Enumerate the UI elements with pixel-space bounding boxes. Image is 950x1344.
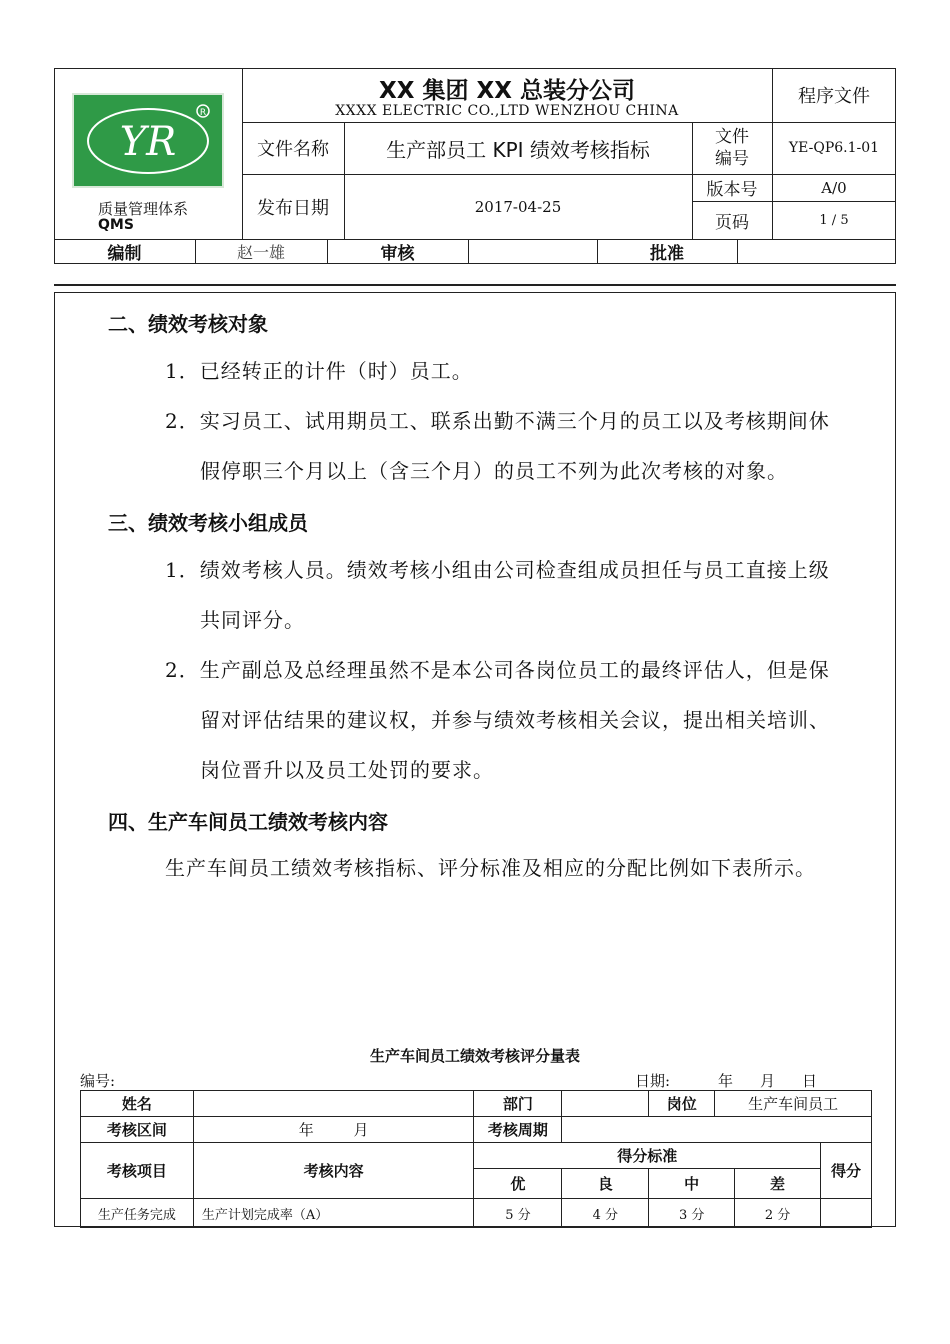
approved-by-label: 批准 <box>650 244 684 264</box>
row-score-average: 3 分 <box>649 1199 735 1228</box>
row-score-poor: 2 分 <box>735 1199 821 1228</box>
logo-script-mark <box>83 101 213 181</box>
file-number-label <box>692 122 772 174</box>
file-number-value: YE-QP6.1-01 <box>788 140 880 156</box>
form-date-year: 年 <box>718 1072 734 1090</box>
cycle-label: 考核周期 <box>474 1117 562 1143</box>
release-date-label: 发布日期 <box>257 197 329 219</box>
table-row <box>81 1199 872 1228</box>
version-value: A/0 <box>821 178 847 197</box>
company-logo <box>72 93 224 188</box>
content-header: 考核内容 <box>193 1143 474 1199</box>
cycle-field[interactable] <box>562 1117 872 1143</box>
qms-label-cn: 质量管理体系 <box>98 200 189 218</box>
version-label: 版本号 <box>706 180 758 200</box>
section-4-title: 四、生产车间员工绩效考核内容 <box>108 810 388 834</box>
section-3-item-2-line-1: 2．生产副总及总经理虽然不是本公司各岗位员工的最终评估人，但是保 <box>165 658 830 682</box>
position-label: 岗位 <box>649 1091 715 1117</box>
prepared-by-label: 编制 <box>107 244 142 264</box>
department-field[interactable] <box>562 1091 649 1117</box>
section-2-title: 二、绩效考核对象 <box>108 312 268 336</box>
standard-header: 得分标准 <box>474 1143 821 1169</box>
svg-text:YR: YR <box>119 118 177 165</box>
reviewed-by-value <box>468 239 597 264</box>
prepared-by-value: 赵一雄 <box>236 243 285 262</box>
grade-poor: 差 <box>735 1169 821 1199</box>
score-table <box>80 1090 872 1228</box>
grade-excellent: 优 <box>474 1169 562 1199</box>
section-3-title: 三、绩效考核小组成员 <box>108 511 308 535</box>
section-2-item-2-line-1: 2．实习员工、试用期员工、联系出勤不满三个月的员工以及考核期间休 <box>165 409 830 433</box>
form-number-label: 编号: <box>80 1072 116 1090</box>
position-value: 生产车间员工 <box>715 1091 872 1117</box>
approved-by-value <box>737 239 896 264</box>
section-2-item-2-line-2: 假停职三个月以上（含三个月）的员工不列为此次考核的对象。 <box>200 459 788 483</box>
table-row <box>81 1117 872 1143</box>
period-month: 月 <box>353 1121 369 1139</box>
release-date-value: 2017-04-25 <box>474 197 562 216</box>
company-english-name: XXXX ELECTRIC CO.,LTD WENZHOU CHINA <box>335 103 679 119</box>
score-header: 得分 <box>821 1143 872 1199</box>
name-field[interactable] <box>193 1091 474 1117</box>
page-label: 页码 <box>715 212 749 233</box>
section-2-item-1: 1．已经转正的计件（时）员工。 <box>165 359 473 383</box>
section-3-item-1-line-2: 共同评分。 <box>200 608 305 632</box>
page-value: 1 / 5 <box>819 212 849 228</box>
item-header: 考核项目 <box>81 1143 194 1199</box>
department-label: 部门 <box>474 1091 562 1117</box>
section-3-item-1-line-1: 1．绩效考核人员。绩效考核小组由公司检查组成员担任与员工直接上级 <box>165 558 830 582</box>
file-name-value: 生产部员工 KPI 绩效考核指标 <box>386 137 650 162</box>
section-4-text: 生产车间员工绩效考核指标、评分标准及相应的分配比例如下表所示。 <box>165 856 816 880</box>
row-score-excellent: 5 分 <box>474 1199 562 1228</box>
grade-average: 中 <box>649 1169 735 1199</box>
score-table-title: 生产车间员工绩效考核评分量表 <box>369 1047 580 1065</box>
row-item: 生产任务完成 <box>81 1199 194 1228</box>
form-date-day: 日 <box>802 1072 818 1090</box>
row-score-field[interactable] <box>821 1199 872 1228</box>
period-label: 考核区间 <box>81 1117 194 1143</box>
section-3-item-2-line-2: 留对评估结果的建议权，并参与绩效考核相关会议，提出相关培训、 <box>200 708 830 732</box>
period-field[interactable] <box>193 1117 474 1143</box>
svg-text:R: R <box>199 107 207 118</box>
company-name: XX 集团 XX 总装分公司 <box>379 78 635 104</box>
file-number-label-line1: 文件 <box>715 127 749 147</box>
row-content: 生产计划完成率（A） <box>193 1199 474 1228</box>
document-type: 程序文件 <box>798 86 870 107</box>
file-name-label: 文件名称 <box>257 139 329 160</box>
file-number-label-line2: 编号 <box>715 149 749 169</box>
form-date-label: 日期: <box>635 1072 671 1090</box>
header-separator-line <box>54 284 896 286</box>
period-year: 年 <box>298 1121 314 1139</box>
reviewed-by-label: 审核 <box>380 244 415 264</box>
qms-label-en: QMS <box>98 217 134 233</box>
grade-good: 良 <box>562 1169 649 1199</box>
form-date-month: 月 <box>760 1072 776 1090</box>
name-label: 姓名 <box>81 1091 194 1117</box>
section-3-item-2-line-3: 岗位晋升以及员工处罚的要求。 <box>200 758 494 782</box>
table-row <box>81 1091 872 1117</box>
row-score-good: 4 分 <box>562 1199 649 1228</box>
table-row <box>81 1143 872 1169</box>
